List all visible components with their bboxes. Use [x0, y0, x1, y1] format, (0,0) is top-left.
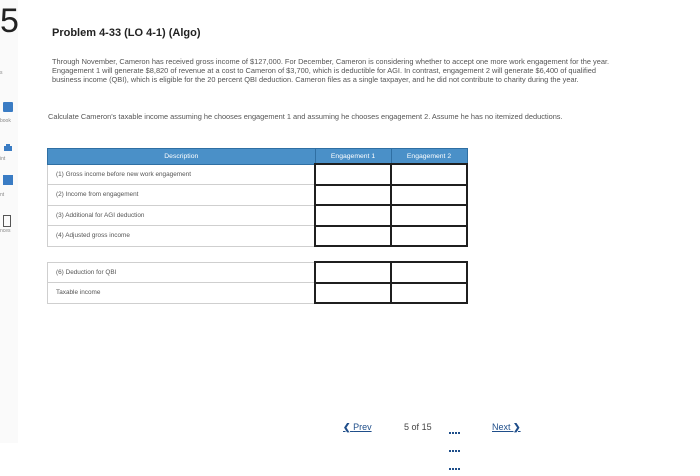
header-engagement-2: Engagement 2	[391, 149, 467, 165]
next-button[interactable]	[492, 422, 521, 433]
rail-item-references[interactable]: nces	[0, 228, 11, 234]
table-header-row	[48, 149, 468, 165]
engagement-1-input[interactable]	[315, 283, 391, 304]
engagement-2-input[interactable]	[391, 283, 467, 304]
engagement-2-field[interactable]	[392, 288, 470, 302]
engagement-1-input[interactable]	[315, 164, 391, 185]
rail-item-label[interactable]: s	[0, 70, 3, 76]
row-label: (4) Adjusted gross income	[48, 226, 316, 247]
engagement-1-input[interactable]	[315, 226, 391, 247]
chevron-left-icon: ❮	[343, 422, 351, 432]
page-sep: of	[411, 422, 420, 432]
row-label: (2) Income from engagement	[48, 185, 316, 206]
table-row	[48, 283, 468, 304]
engagement-2-input[interactable]	[391, 185, 467, 206]
engagement-1-field[interactable]	[316, 190, 394, 204]
table-row	[48, 205, 468, 226]
engagement-1-field[interactable]	[316, 170, 394, 184]
references-icon[interactable]	[3, 175, 13, 185]
answer-table	[47, 148, 468, 304]
engagement-1-input[interactable]	[315, 262, 391, 283]
problem-instruction: Calculate Cameron's taxable income assuming he chooses engagement 1 and assuming he chooses engagement 2. Assume he has no itemized deductions.	[48, 112, 563, 121]
table-gap	[48, 246, 468, 262]
table-row	[48, 185, 468, 206]
page-total: 15	[421, 422, 432, 432]
problem-scenario: Through November, Cameron has received gross income of $127,000. For December, Cameron is considering whether to accept one more work engagement for the year. Engagement 1 will generate $8,820 of revenue at a cost to Cameron of $3,700, which is deductible for AGI. In contrast, engagement 2 will generate $6,400 of qualified business income (QBI), which is eligible for the 20 percent QBI deduction. Cameron files as a single taxpayer, and he did not contribute to charity during the year.	[52, 57, 610, 84]
row-label: (1) Gross income before new work engagement	[48, 164, 316, 185]
left-rail	[0, 0, 18, 443]
engagement-2-field[interactable]	[392, 268, 470, 282]
table-row	[48, 164, 468, 185]
engagement-2-input[interactable]	[391, 226, 467, 247]
ebook-icon[interactable]	[3, 102, 13, 112]
rail-item-print[interactable]: int	[0, 156, 6, 162]
engagement-1-field[interactable]	[316, 211, 394, 225]
engagement-2-input[interactable]	[391, 205, 467, 226]
page-current: 5	[404, 422, 410, 432]
print-icon[interactable]	[3, 140, 13, 150]
engagement-2-field[interactable]	[392, 170, 470, 184]
header-engagement-1: Engagement 1	[315, 149, 391, 165]
table-row	[48, 262, 468, 283]
engagement-1-input[interactable]	[315, 185, 391, 206]
page-indicator	[404, 422, 432, 432]
engagement-2-field[interactable]	[392, 231, 470, 245]
row-label: (6) Deduction for QBI	[48, 262, 316, 283]
chevron-right-icon: ❯	[513, 422, 521, 432]
rail-item-book[interactable]: book	[0, 118, 11, 124]
next-label: Next	[492, 422, 511, 432]
engagement-1-field[interactable]	[316, 288, 394, 302]
engagement-2-field[interactable]	[392, 211, 470, 225]
row-label: Taxable income	[48, 283, 316, 304]
document-icon[interactable]	[3, 215, 11, 227]
question-grid-icon[interactable]	[449, 422, 463, 433]
table-row	[48, 226, 468, 247]
engagement-1-field[interactable]	[316, 268, 394, 282]
rail-item-nt[interactable]: nt	[0, 192, 5, 198]
engagement-1-input[interactable]	[315, 205, 391, 226]
problem-title: Problem 4-33 (LO 4-1) (Algo)	[52, 27, 201, 39]
prev-button[interactable]	[343, 422, 372, 433]
engagement-1-field[interactable]	[316, 231, 394, 245]
engagement-2-field[interactable]	[392, 190, 470, 204]
question-number: 5	[0, 2, 19, 40]
row-label: (3) Additional for AGI deduction	[48, 205, 316, 226]
header-description: Description	[48, 149, 316, 165]
engagement-2-input[interactable]	[391, 262, 467, 283]
engagement-2-input[interactable]	[391, 164, 467, 185]
prev-label: Prev	[353, 422, 372, 432]
